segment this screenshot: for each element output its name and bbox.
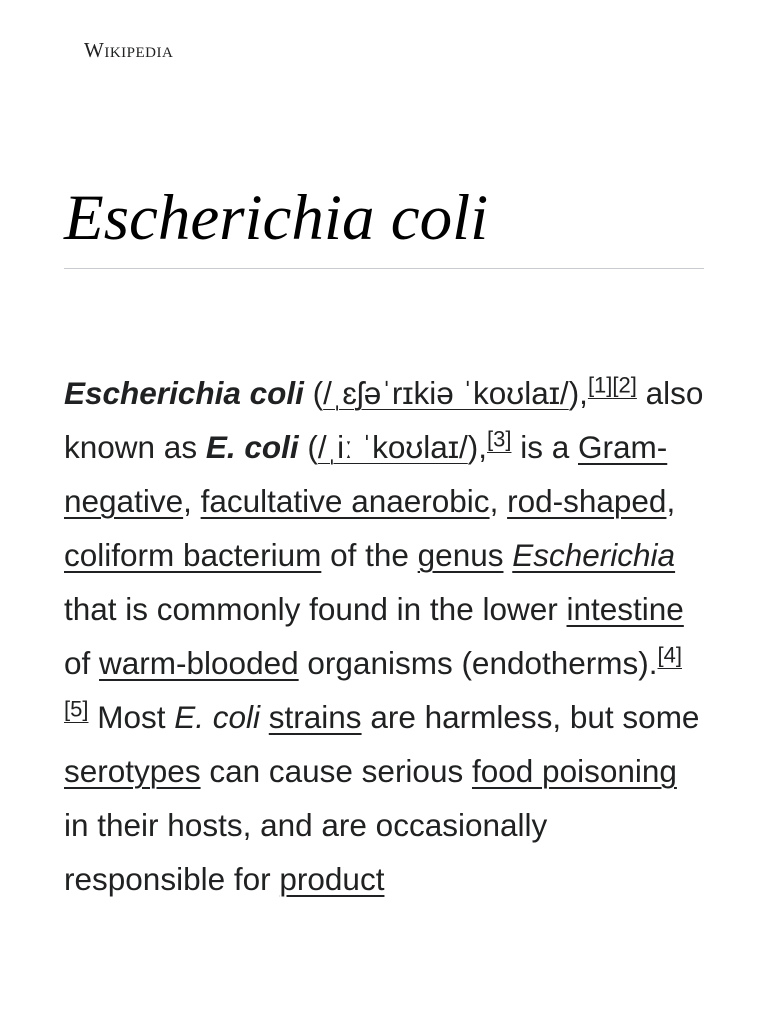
link-gram-negative[interactable]: Gram-negative bbox=[64, 429, 668, 519]
link-escherichia[interactable]: Escherichia bbox=[512, 537, 676, 573]
ecoli-italic: E. coli bbox=[174, 699, 261, 735]
wikipedia-wordmark-logo[interactable]: Wikipedia bbox=[84, 38, 174, 62]
reference-4[interactable]: [4] bbox=[657, 642, 682, 668]
link-strains[interactable]: strains bbox=[268, 699, 362, 735]
link-facultative-anaerobic[interactable]: facultative anaerobic bbox=[200, 483, 490, 519]
short-name-bold: E. coli bbox=[205, 429, 299, 465]
link-intestine[interactable]: intestine bbox=[566, 591, 684, 627]
link-food-poisoning[interactable]: food poisoning bbox=[471, 753, 677, 789]
article-subject-bold: Escherichia coli bbox=[64, 375, 304, 411]
link-product[interactable]: product bbox=[279, 861, 385, 897]
pronunciation-link-2[interactable]: /ˌiː ˈkoʊlaɪ/ bbox=[317, 429, 468, 465]
link-genus[interactable]: genus bbox=[417, 537, 504, 573]
page-title: Escherichia coli bbox=[64, 182, 489, 254]
reference-1[interactable]: [1] bbox=[587, 372, 613, 398]
reference-2[interactable]: [2] bbox=[612, 372, 637, 398]
pronunciation-link-1[interactable]: /ˌɛʃəˈrɪkiə ˈkoʊlaɪ/ bbox=[323, 375, 569, 411]
reference-5[interactable]: [5] bbox=[64, 696, 89, 722]
link-coliform-bacterium[interactable]: coliform bacterium bbox=[64, 537, 322, 573]
lead-paragraph: Escherichia coli (/ˌɛʃəˈrɪkiə ˈkoʊlaɪ/),[1][2] also known as E. coli (/ˌiː ˈkoʊlaɪ/),[3] is a Gram-negative, facultative anaerobic, rod-shaped, coliform bacterium of the genus Escherichia that is commonly found in the lower intestine of warm-blooded organisms (endotherms).[4][5] Most E. coli strains are harmless, but some serotypes can cause serious food poisoning in their hosts, and are occasionally responsible for product bbox=[64, 372, 704, 897]
reference-3[interactable]: [3] bbox=[487, 426, 512, 452]
link-serotypes[interactable]: serotypes bbox=[64, 753, 201, 789]
link-warm-blooded[interactable]: warm-blooded bbox=[99, 645, 299, 681]
title-divider bbox=[64, 268, 704, 269]
link-rod-shaped[interactable]: rod-shaped bbox=[507, 483, 667, 519]
